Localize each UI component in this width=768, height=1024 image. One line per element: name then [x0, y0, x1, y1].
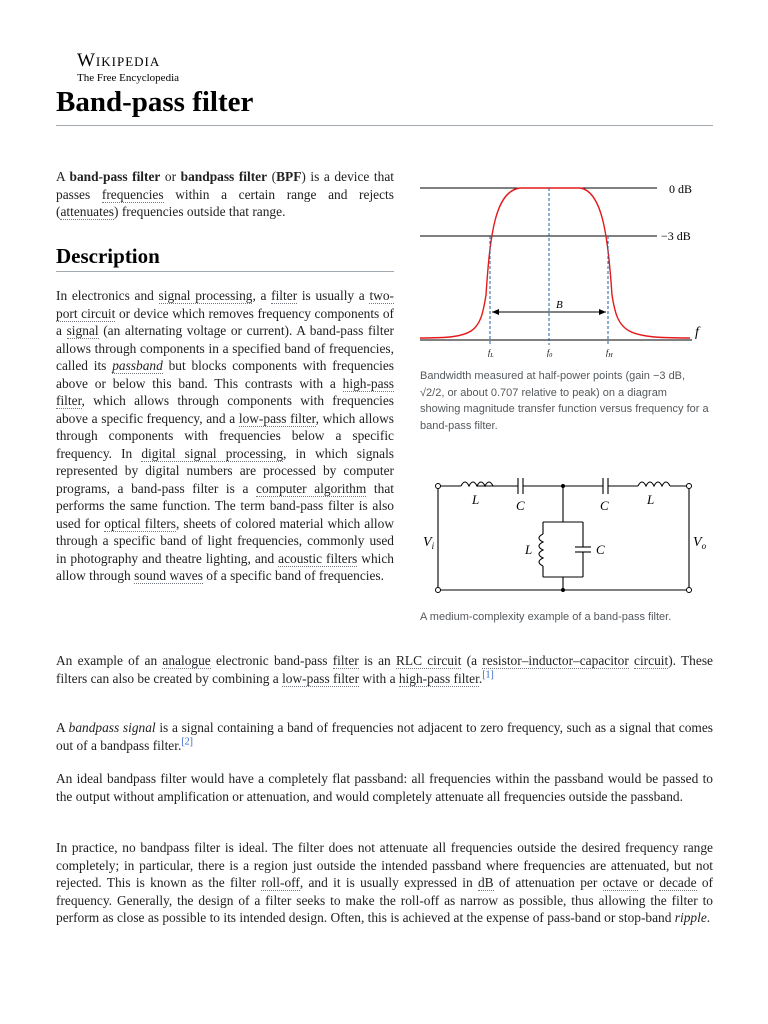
link-rlc-circuit[interactable]: RLC circuit	[395, 653, 462, 668]
text: , and it is usually expressed in	[299, 875, 478, 890]
junction-dot	[561, 588, 565, 592]
arrow-right-head	[599, 309, 606, 315]
label-c1: C	[516, 498, 525, 513]
text: of a specific band of frequencies.	[202, 568, 384, 583]
label-vo-sub: o	[701, 541, 707, 551]
figure-bandwidth-caption: Bandwidth measured at half-power points (gain −3 dB, √2/2, or about 0.707 relative to peak) on a diagram showing magnitude transfer function versus frequency for a band-pass filter.	[420, 370, 709, 432]
link-octave[interactable]: octave	[602, 875, 638, 890]
link-filter[interactable]: filter	[271, 288, 298, 303]
text: ). These filters can also be created by combining a	[56, 653, 713, 686]
description-paragraph-1	[56, 287, 394, 585]
link-sound-waves[interactable]: sound waves	[134, 568, 203, 583]
link-signal-processing[interactable]: signal processing	[158, 288, 253, 303]
terminal-in-bottom	[436, 588, 441, 593]
link-resistor-inductor-capacitor[interactable]: resistor–inductor–capacitor	[482, 653, 629, 668]
description-paragraph-5	[56, 839, 713, 927]
circuit-diagram[interactable]	[420, 472, 710, 604]
text: of attenuation per	[493, 875, 603, 890]
link-passband[interactable]: passband	[112, 358, 163, 373]
term-band-pass-filter: band-pass filter	[69, 169, 161, 184]
text: of frequency. Generally, the design of a filter seeks to make the roll-off as narrow as possible, thus allowing the filter to perform as close as possible to its intended design. Often, this is achieved at the expense of pass-band or stop-band	[56, 875, 713, 925]
text: In electronics and	[56, 288, 159, 303]
link-circuit[interactable]: circuit	[634, 653, 669, 668]
text: or device which removes frequency components of a	[56, 305, 394, 338]
text: (	[267, 169, 277, 184]
description-paragraph-4: An ideal bandpass filter would have a completely flat passband: all frequencies within the passband would be passed to the output without amplification or attenuation, and would completely attenuate all frequencies outside the passband.	[56, 771, 713, 804]
link-low-pass-filter-2[interactable]: low-pass filter	[282, 670, 360, 686]
label-fl-f: f	[488, 348, 491, 357]
text: which allow through	[56, 550, 394, 583]
description-paragraph-3	[56, 719, 713, 754]
figure-circuit	[420, 472, 710, 626]
label-vo	[693, 535, 707, 551]
label-fl	[488, 348, 494, 359]
text: or	[637, 875, 660, 890]
label-fh	[606, 348, 613, 359]
text: electronic band-pass	[210, 653, 333, 668]
link-digital-signal-processing[interactable]: digital signal processing	[141, 445, 284, 461]
text: .	[478, 670, 483, 686]
link-attenuates[interactable]: attenuates	[60, 204, 115, 219]
text: within a certain range and rejects (	[56, 186, 394, 219]
text: A	[56, 169, 70, 184]
text: that performs the same function. The term band-pass filter is also used for	[56, 480, 394, 531]
link-acoustic-filters[interactable]: acoustic filters	[278, 550, 358, 566]
magnitude-response-curve	[420, 188, 690, 338]
text: , sheets of colored material which allow through a specific band of light frequencies, commonly used in photography and theatre lighting, and	[56, 515, 395, 566]
link-decade[interactable]: decade	[659, 875, 697, 890]
section-heading-description: Description	[56, 244, 160, 268]
text: ) is a device that passes	[56, 169, 395, 202]
text: , which allows through components with frequencies above a specific frequency, and a	[56, 393, 394, 426]
label-vo-v: V	[693, 535, 702, 550]
text: (a	[461, 653, 483, 668]
label-c2: C	[600, 498, 609, 513]
inductor-l2	[638, 482, 670, 486]
label-l2: L	[647, 492, 655, 507]
label-bandwidth: B	[556, 299, 563, 311]
label-lp: L	[525, 542, 533, 557]
link-filter-2[interactable]: filter	[332, 653, 359, 668]
wikipedia-logo[interactable]	[77, 51, 179, 85]
wikipedia-wordmark: Wikipedia	[77, 50, 161, 71]
label-vi	[423, 535, 435, 551]
page-title: Band-pass filter	[56, 86, 254, 118]
intro-paragraph	[56, 168, 394, 221]
text: , which allows through components with frequencies below a specific frequency. In	[56, 410, 394, 461]
text: ) frequencies outside that range.	[114, 204, 286, 219]
link-two-port-circuit[interactable]: two-port circuit	[56, 288, 394, 321]
text: , a	[252, 288, 272, 303]
text: is an	[358, 653, 396, 668]
section-divider	[56, 271, 394, 272]
label-fh-sub: H	[608, 353, 613, 359]
label-vi-sub: i	[431, 541, 435, 551]
inductor-lp	[539, 534, 543, 566]
terminal-out-bottom	[687, 588, 692, 593]
link-signal[interactable]: signal	[66, 323, 99, 338]
text: A	[56, 720, 69, 735]
text: with a	[359, 670, 399, 686]
terminal-out-top	[687, 484, 692, 489]
link-optical-filters[interactable]: optical filters	[104, 515, 176, 531]
link-low-pass-filter[interactable]: low-pass filter	[238, 410, 316, 426]
link-high-pass-filter[interactable]: high-pass filter	[56, 375, 394, 408]
link-analogue[interactable]: analogue	[162, 653, 211, 668]
label-vi-v: V	[423, 535, 432, 550]
text: is a signal containing a band of frequencies not adjacent to zero frequency, such as a signal that comes out of a bandpass filter.	[56, 720, 713, 753]
arrow-left-head	[492, 309, 499, 315]
junction-dot	[561, 484, 565, 488]
text: An example of an	[56, 653, 163, 668]
label-minus-3db: −3 dB	[661, 229, 691, 243]
text: , in which signals represented by digital numbers are processed by computer programs, a band-pass filter is a	[56, 445, 395, 496]
label-fh-f: f	[606, 348, 609, 357]
link-roll-off[interactable]: roll-off	[261, 875, 300, 890]
label-f-axis: f	[695, 325, 699, 340]
text: .	[706, 910, 711, 925]
text: is usually a	[297, 288, 370, 303]
description-paragraph-2	[56, 652, 713, 687]
inductor-l1	[461, 482, 493, 486]
text: In practice, no bandpass filter is ideal. The filter does not attenuate all frequencies outside the desired frequency range completely; in particular, there is a region just outside the intended passband where frequencies are attenuated, but not rejected. This is known as the filter	[56, 840, 713, 890]
label-f0-f: f	[547, 348, 550, 357]
title-divider	[56, 125, 713, 126]
term-bandpass-signal: bandpass signal	[68, 720, 156, 735]
label-0db: 0 dB	[669, 182, 693, 196]
term-bandpass-filter: bandpass filter	[180, 169, 268, 184]
figure-circuit-caption: A medium-complexity example of a band-pass filter.	[420, 611, 672, 623]
text: but blocks components with frequencies above or below this band. This contrasts with a	[56, 358, 394, 391]
label-cp: C	[596, 542, 605, 557]
link-high-pass-filter-2[interactable]: high-pass filter	[398, 670, 479, 686]
text: (an alternating voltage or current). A band-pass filter allows through components in a specified band of frequencies, called its	[56, 323, 394, 373]
link-frequencies[interactable]: frequencies	[101, 186, 164, 202]
terminal-in-top	[436, 484, 441, 489]
wikipedia-tagline: The Free Encyclopedia	[77, 72, 180, 84]
label-f0-sub: 0	[549, 353, 553, 359]
reference-1[interactable]: [1]	[482, 669, 494, 681]
bandwidth-diagram[interactable]	[420, 175, 710, 363]
term-ripple: ripple	[674, 910, 707, 925]
text: or	[160, 169, 181, 184]
label-l1: L	[472, 492, 480, 507]
link-db[interactable]: dB	[477, 875, 494, 890]
term-bpf: BPF	[276, 169, 302, 184]
label-f0	[547, 348, 552, 359]
figure-bandwidth	[420, 175, 710, 434]
link-computer-algorithm[interactable]: computer algorithm	[256, 480, 367, 496]
label-fl-sub: L	[490, 353, 494, 359]
reference-2[interactable]: [2]	[181, 736, 193, 748]
